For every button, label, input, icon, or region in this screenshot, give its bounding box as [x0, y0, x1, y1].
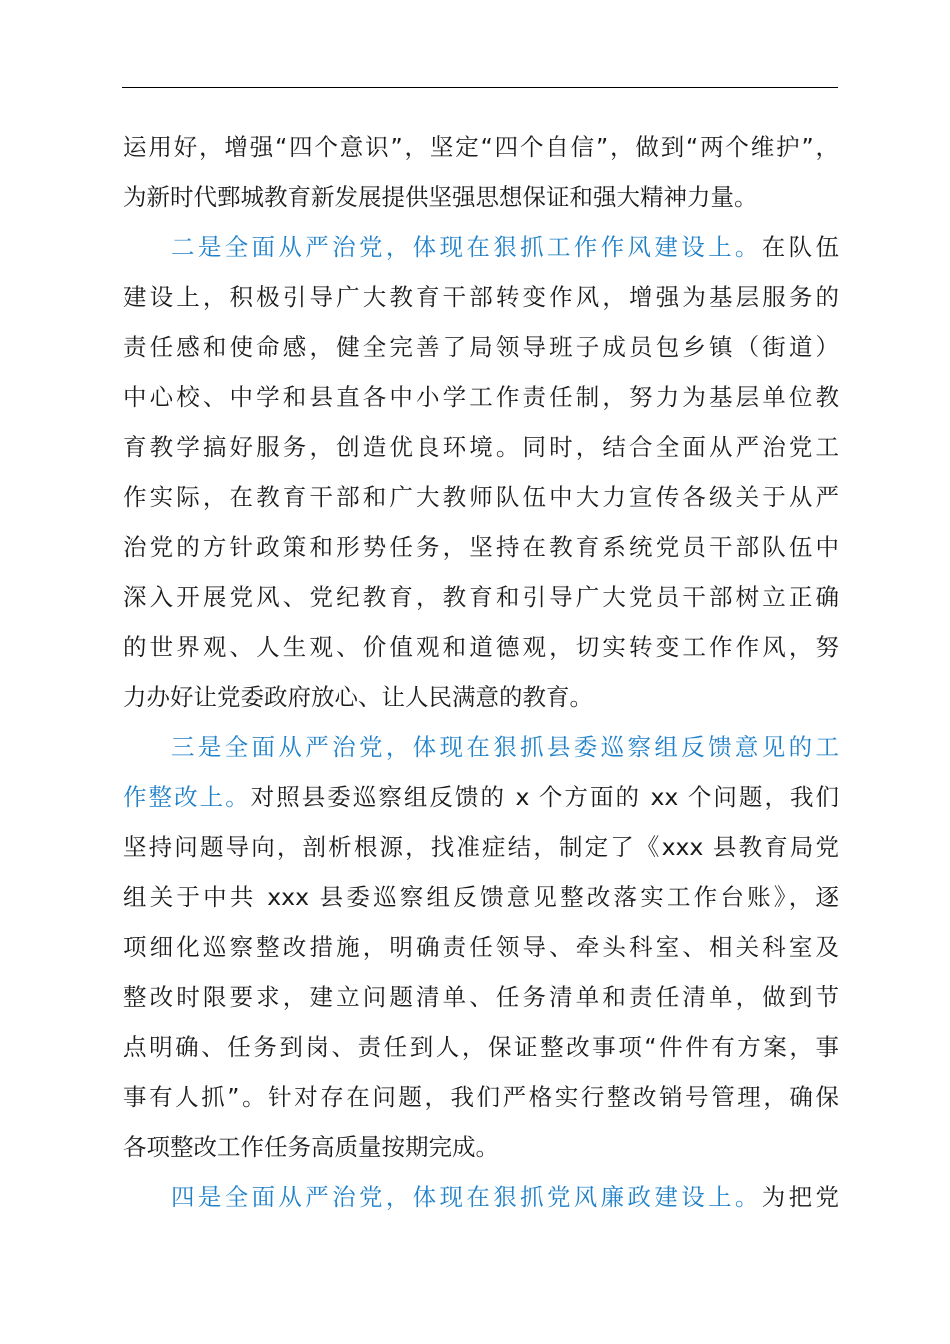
- paragraph-3-heading-line-1: 三是全面从严治党，体现在狠抓县委巡察组反馈意见的工: [171, 733, 839, 761]
- paragraph-3-line: 组关于中共 xxx 县委巡察组反馈意见整改落实工作台账》，逐: [123, 883, 839, 911]
- paragraph-3-second-line: [123, 772, 839, 822]
- paragraph-3-line: 项细化巡察整改措施，明确责任领导、牵头科室、相关科室及: [123, 933, 839, 961]
- paragraph-2-first-line-rest: 在队伍: [761, 233, 840, 261]
- paragraph-2-first-line: [123, 222, 839, 272]
- paragraph-2-heading: 二是全面从严治党，体现在狠抓工作作风建设上。: [171, 233, 762, 261]
- paragraph-3-second-line-rest: 对照县委巡察组反馈的 x 个方面的 xx 个问题，我们: [250, 783, 840, 811]
- paragraph-3-line: 点明确、任务到岗、责任到人，保证整改事项“件件有方案，事: [123, 1033, 839, 1061]
- paragraph-3-line: 坚持问题导向，剖析根源，找准症结，制定了《xxx 县教育局党: [123, 833, 839, 861]
- paragraph-4-first-line: [123, 1172, 839, 1222]
- paragraph-2-line-last: 力办好让党委政府放心、让人民满意的教育。: [123, 683, 593, 711]
- paragraph-2-line: 建设上，积极引导广大教育干部转变作风，增强为基层服务的: [123, 283, 839, 311]
- paragraph-2-line: 中心校、中学和县直各中小学工作责任制，努力为基层单位教: [123, 383, 839, 411]
- paragraph-4-heading: 四是全面从严治党，体现在狠抓党风廉政建设上。: [171, 1183, 762, 1211]
- paragraph-2-line: 治党的方针政策和形势任务，坚持在教育系统党员干部队伍中: [123, 533, 839, 561]
- header-rule: [122, 87, 838, 88]
- paragraph-2-line: 作实际，在教育干部和广大教师队伍中大力宣传各级关于从严: [123, 483, 839, 511]
- paragraph-3-line: 整改时限要求，建立问题清单、任务清单和责任清单，做到节: [123, 983, 839, 1011]
- document-body: [123, 122, 839, 1222]
- paragraph-1-line-2: 为新时代鄄城教育新发展提供坚强思想保证和强大精神力量。: [123, 183, 758, 211]
- paragraph-4-first-line-rest: 为把党: [761, 1183, 840, 1211]
- paragraph-2-line: 育教学搞好服务，创造优良环境。同时，结合全面从严治党工: [123, 433, 839, 461]
- paragraph-3-heading-line-2: 作整改上。: [123, 783, 251, 811]
- paragraph-2-line: 深入开展党风、党纪教育，教育和引导广大党员干部树立正确: [123, 583, 839, 611]
- paragraph-2-line: 的世界观、人生观、价值观和道德观，切实转变工作作风，努: [123, 633, 839, 661]
- paragraph-1-line-1: 运用好，增强“四个意识”，坚定“四个自信”，做到“两个维护”，: [123, 133, 839, 161]
- paragraph-3-line-last: 各项整改工作任务高质量按期完成。: [123, 1133, 499, 1161]
- paragraph-2-line: 责任感和使命感，健全完善了局领导班子成员包乡镇（街道）: [123, 333, 839, 361]
- paragraph-3-line: 事有人抓”。针对存在问题，我们严格实行整改销号管理，确保: [123, 1083, 839, 1111]
